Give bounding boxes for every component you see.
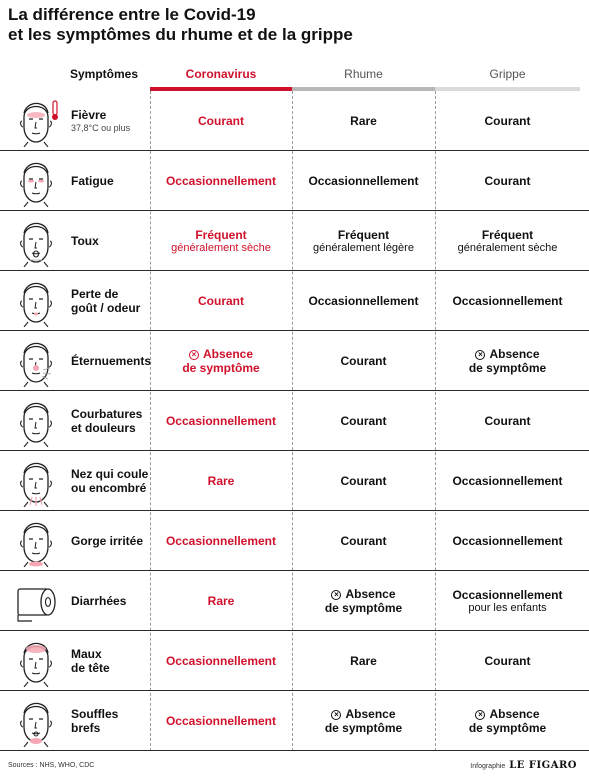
brand-logo: LE FIGARO — [509, 760, 577, 771]
absent-text: Absence — [345, 707, 396, 721]
frequency-label: Courant — [484, 174, 531, 188]
table-row — [0, 631, 589, 691]
frequency-label: Occasionnellement — [452, 474, 563, 488]
symptom-name: Toux — [71, 234, 99, 248]
cell-coronavirus — [150, 691, 292, 751]
symptom-name: Éternuements — [71, 354, 152, 368]
table-row — [0, 691, 589, 751]
cell-rhume — [292, 571, 435, 631]
frequency-label: Occasionnellement — [452, 294, 563, 308]
absent-icon: × — [331, 710, 341, 720]
symptom-name-line1: Courbatures — [71, 407, 143, 421]
toilet-paper-icon — [10, 575, 62, 627]
cell-grippe — [435, 391, 580, 451]
frequency-label: Courant — [484, 654, 531, 668]
symptom-label — [71, 631, 151, 691]
face-cough-icon — [10, 215, 62, 267]
frequency-label: Occasionnellement — [452, 534, 563, 548]
table-row — [0, 91, 589, 151]
sources: Sources : NHS, WHO, CDC — [8, 762, 95, 769]
absent-icon: × — [475, 710, 485, 720]
cell-rhume — [292, 511, 435, 571]
absent-icon: × — [331, 590, 341, 600]
absent-label-line2: de symptôme — [324, 601, 403, 615]
absent-label-line2: de symptôme — [468, 721, 547, 735]
cell-rhume — [292, 331, 435, 391]
symptom-subtext: 37,8°C ou plus — [71, 123, 131, 133]
cell-grippe — [435, 691, 580, 751]
frequency-label: Courant — [340, 354, 387, 368]
frequency-note: pour les enfants — [468, 601, 547, 614]
frequency-label: Rare — [207, 474, 235, 488]
frequency-label: Courant — [484, 114, 531, 128]
title-line-2: et les symptômes du rhume et de la grippe — [8, 25, 353, 44]
page-title — [8, 5, 568, 45]
cell-coronavirus — [150, 151, 292, 211]
absent-label-line2: de symptôme — [182, 361, 260, 375]
symptom-name-line2: de tête — [71, 661, 110, 675]
symptom-label — [71, 571, 151, 631]
face-fever-icon — [10, 95, 62, 147]
absent-label-line2: de symptôme — [468, 361, 547, 375]
table-row — [0, 511, 589, 571]
cell-grippe — [435, 151, 580, 211]
column-header-grippe — [435, 65, 580, 91]
absent-label — [475, 707, 539, 721]
symptom-label — [71, 511, 151, 571]
absent-label — [331, 587, 395, 601]
absent-text: Absence — [345, 587, 396, 601]
symptom-name: Diarrhées — [71, 594, 127, 608]
column-header-coronavirus-label: Coronavirus — [185, 67, 257, 81]
face-runny-nose-icon — [10, 455, 62, 507]
cell-rhume — [292, 151, 435, 211]
cell-rhume — [292, 451, 435, 511]
credit-label: Infographie — [470, 763, 506, 770]
frequency-label: Courant — [198, 294, 244, 308]
column-header-rhume — [292, 65, 435, 91]
column-headers — [0, 65, 589, 91]
absent-label — [331, 707, 395, 721]
frequency-label: Occasionnellement — [452, 587, 563, 602]
cell-rhume — [292, 691, 435, 751]
cell-grippe — [435, 91, 580, 151]
cell-rhume — [292, 271, 435, 331]
cell-grippe — [435, 571, 580, 631]
table-row — [0, 271, 589, 331]
symptom-name-line2: brefs — [71, 721, 101, 735]
face-taste-loss-icon — [10, 275, 62, 327]
absent-icon: × — [189, 350, 199, 360]
cell-rhume — [292, 211, 435, 271]
cell-coronavirus — [150, 451, 292, 511]
absent-label — [475, 347, 539, 361]
symptom-label — [71, 271, 151, 331]
face-headache-icon — [10, 635, 62, 687]
cell-coronavirus — [150, 631, 292, 691]
frequency-label: Fréquent — [195, 227, 247, 242]
cell-coronavirus — [150, 511, 292, 571]
frequency-label: Occasionnellement — [165, 714, 277, 728]
cell-grippe — [435, 271, 580, 331]
cell-grippe — [435, 211, 580, 271]
symptom-name-line1: Souffles — [71, 707, 119, 721]
table-row — [0, 331, 589, 391]
absent-text: Absence — [489, 347, 540, 361]
symptom-name-line2: et douleurs — [71, 421, 136, 435]
absent-label — [189, 347, 253, 361]
frequency-label: Courant — [340, 474, 387, 488]
column-header-rhume-label: Rhume — [344, 67, 383, 81]
symptom-name: Fièvre — [71, 108, 107, 122]
credit — [470, 760, 577, 771]
symptom-label — [71, 211, 151, 271]
absent-icon: × — [475, 350, 485, 360]
face-sore-throat-icon — [10, 515, 62, 567]
frequency-label: Occasionnellement — [308, 174, 419, 188]
cell-coronavirus — [150, 391, 292, 451]
symptom-name: Gorge irritée — [71, 534, 144, 548]
frequency-label: Rare — [350, 114, 377, 128]
cell-rhume — [292, 631, 435, 691]
frequency-label: Courant — [198, 114, 244, 128]
cell-coronavirus — [150, 91, 292, 151]
cell-coronavirus — [150, 331, 292, 391]
frequency-label: Fréquent — [481, 227, 534, 242]
face-sneeze-icon — [10, 335, 62, 387]
frequency-label: Occasionnellement — [308, 294, 419, 308]
frequency-label: Rare — [207, 594, 235, 608]
cell-rhume — [292, 91, 435, 151]
absent-text: Absence — [489, 707, 540, 721]
table-row — [0, 151, 589, 211]
cell-grippe — [435, 511, 580, 571]
frequency-note: généralement légère — [313, 241, 414, 254]
cell-coronavirus — [150, 211, 292, 271]
absent-text: Absence — [202, 347, 254, 361]
absent-label-line2: de symptôme — [324, 721, 403, 735]
symptom-label — [71, 151, 151, 211]
symptom-label — [71, 91, 151, 151]
frequency-note: généralement sèche — [171, 241, 271, 254]
frequency-label: Courant — [340, 534, 387, 548]
cell-grippe — [435, 331, 580, 391]
table-row — [0, 391, 589, 451]
footer — [0, 760, 589, 781]
face-breath-icon — [10, 695, 62, 747]
cell-grippe — [435, 631, 580, 691]
symptom-name-line1: Nez qui coule — [71, 467, 149, 481]
symptom-name-line1: Perte de — [71, 287, 119, 301]
table-row — [0, 211, 589, 271]
symptom-label — [71, 451, 151, 511]
cell-rhume — [292, 391, 435, 451]
frequency-label: Occasionnellement — [165, 534, 277, 548]
cell-coronavirus — [150, 271, 292, 331]
frequency-label: Rare — [350, 654, 377, 668]
frequency-note: généralement sèche — [457, 241, 558, 254]
symptom-name-line2: goût / odeur — [71, 301, 141, 315]
frequency-label: Occasionnellement — [165, 174, 277, 188]
title-line-1: La différence entre le Covid-19 — [8, 5, 256, 24]
column-header-grippe-label: Grippe — [489, 67, 526, 81]
frequency-label: Fréquent — [337, 227, 390, 242]
frequency-label: Courant — [340, 414, 387, 428]
symptom-label — [71, 691, 151, 751]
column-header-coronavirus — [150, 65, 292, 91]
table-row — [0, 451, 589, 511]
face-aches-icon — [10, 395, 62, 447]
face-tired-icon — [10, 155, 62, 207]
symptom-label — [71, 391, 151, 451]
symptom-name: Fatigue — [71, 174, 114, 188]
symptom-label — [71, 331, 151, 391]
column-header-symptoms: Symptômes — [70, 67, 139, 81]
frequency-label: Occasionnellement — [165, 654, 277, 668]
symptom-name-line2: ou encombré — [71, 481, 147, 495]
table-row — [0, 571, 589, 631]
symptom-name-line1: Maux — [71, 647, 102, 661]
frequency-label: Occasionnellement — [165, 414, 277, 428]
cell-coronavirus — [150, 571, 292, 631]
frequency-label: Courant — [484, 414, 531, 428]
cell-grippe — [435, 451, 580, 511]
symptom-table — [0, 91, 589, 751]
